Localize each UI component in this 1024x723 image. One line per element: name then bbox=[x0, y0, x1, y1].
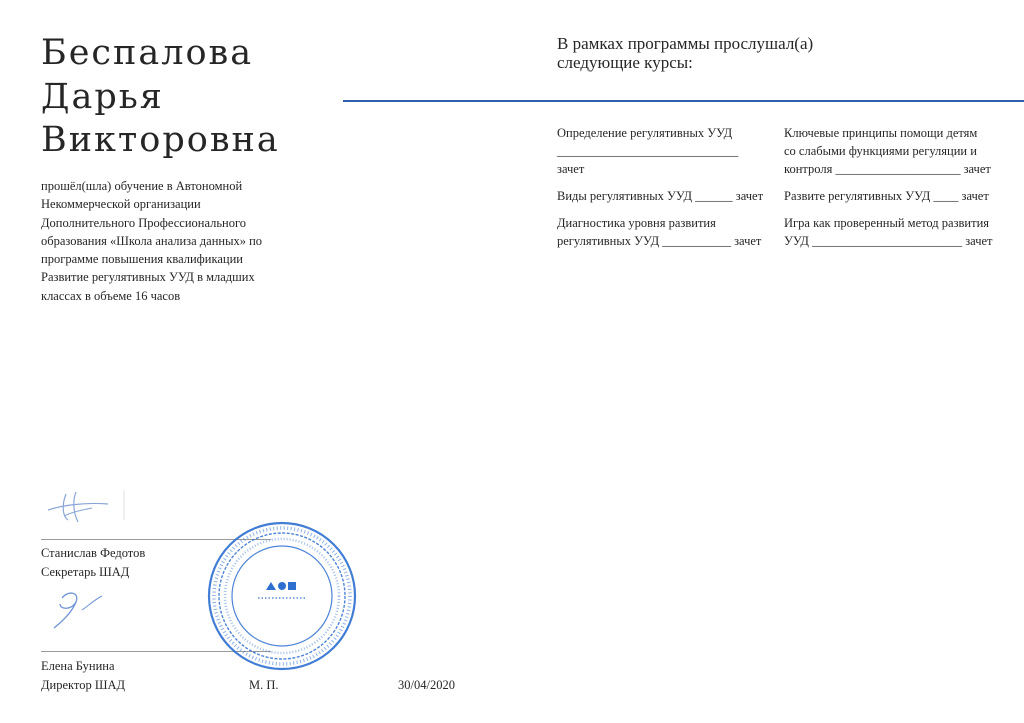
signature-bunina bbox=[48, 588, 108, 632]
signatory-title-2: Директор ШАД bbox=[41, 678, 126, 692]
courses-heading-line: В рамках программы прослушал(а) bbox=[557, 34, 814, 53]
signatory-name-1: Станислав Федотов bbox=[41, 546, 146, 560]
signatory-name-2: Елена Бунина bbox=[41, 659, 115, 673]
course-item: Диагностика уровня развития регулятивных УУД ___________ зачет bbox=[557, 216, 762, 248]
courses-heading bbox=[557, 35, 813, 72]
completion-line: Развитие регулятивных УУД в младших bbox=[41, 270, 255, 285]
completion-line: Некоммерческой организации bbox=[41, 197, 201, 212]
courses-heading-line: следующие курсы: bbox=[557, 52, 693, 72]
heading-divider bbox=[343, 100, 1024, 102]
completion-line: программе повышения квалификации bbox=[41, 252, 243, 267]
name-line-surname: Беспалова bbox=[41, 33, 254, 73]
courses-column-right bbox=[784, 124, 999, 259]
name-line-first: Дарья bbox=[41, 76, 164, 117]
issue-date: 30/04/2020 bbox=[398, 678, 455, 692]
completion-line: прошёл(шла) обучение в Автономной bbox=[41, 179, 243, 193]
signature-fedotov bbox=[42, 486, 132, 526]
courses-column-left bbox=[557, 124, 767, 259]
course-item: Определение регулятивных УУД _____________________________ зачет bbox=[557, 126, 739, 176]
completion-line: образования «Школа анализа данных» по bbox=[41, 233, 263, 248]
signatory-title-1: Секретарь ШАД bbox=[41, 565, 130, 579]
course-item: Игра как проверенный метод развития УУД ________________________ зачет bbox=[784, 216, 993, 248]
course-item: Виды регулятивных УУД ______ зачет bbox=[557, 189, 764, 203]
official-stamp bbox=[206, 520, 358, 672]
recipient-name bbox=[41, 32, 280, 163]
name-line-patronymic: Викторовна bbox=[41, 120, 280, 160]
stamp-placeholder-label: М. П. bbox=[249, 678, 279, 692]
completion-line: классах в объеме 16 часов bbox=[41, 288, 181, 303]
course-item: Развите регулятивных УУД ____ зачет bbox=[784, 189, 989, 203]
completion-line: Дополнительного Профессионального bbox=[41, 215, 247, 230]
course-item: Ключевые принципы помощи детям со слабыми функциями регуляции и контроля ____________________ зачет bbox=[784, 126, 991, 176]
completion-statement bbox=[41, 177, 286, 305]
